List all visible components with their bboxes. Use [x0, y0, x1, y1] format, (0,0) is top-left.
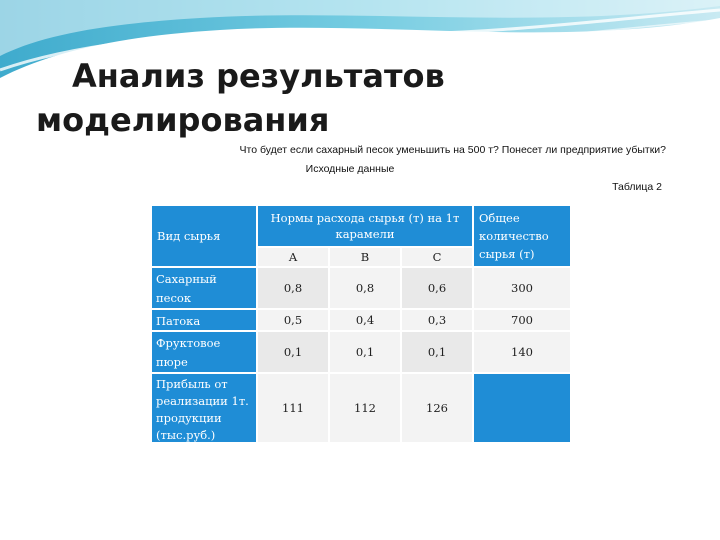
row-label-text: Сахарный песок [156, 272, 217, 305]
table-row-label [152, 374, 256, 442]
table-cell [330, 332, 400, 372]
table-row-label [152, 310, 256, 330]
table-cell [330, 374, 400, 442]
row-label-text: Прибыль от реализации 1т. продукции (тыс.руб.) [156, 377, 249, 442]
title-line-1: Анализ результатов [72, 57, 445, 95]
cell-value: 0,6 [427, 281, 447, 295]
header-resource-type-label: Вид сырья [157, 229, 221, 243]
table-cell [402, 332, 472, 372]
title-line-2: моделирования [36, 101, 330, 139]
table-cell [258, 332, 328, 372]
header-sub-a [258, 248, 328, 266]
slide-title [36, 54, 445, 142]
cell-value: 0,1 [283, 345, 303, 359]
row-label-text: Фруктовое пюре [156, 336, 221, 369]
table-cell [330, 268, 400, 308]
table-cell [258, 268, 328, 308]
header-total [474, 206, 570, 266]
cell-value: 126 [426, 401, 448, 415]
table-number-label: Таблица 2 [612, 181, 662, 193]
question-text: Что будет если сахарный песок уменьшить на 500 т? Понесет ли предприятие убытки? [239, 144, 666, 156]
header-sub-a-label: A [288, 250, 298, 264]
table-cell [402, 268, 472, 308]
header-sub-b [330, 248, 400, 266]
cell-value: 0,8 [355, 281, 375, 295]
table-cell [402, 374, 472, 442]
header-norms-label: Нормы расхода сырья (т) на 1т карамели [270, 211, 460, 241]
header-total-label: Общее количество сырья (т) [479, 211, 549, 261]
source-data-heading: Исходные данные [305, 163, 395, 175]
row-label-text: Патока [156, 314, 201, 328]
cell-value: 0,1 [427, 345, 447, 359]
cell-value: 111 [282, 401, 304, 415]
cell-value: 140 [511, 345, 533, 359]
table-row-label [152, 268, 256, 308]
cell-value: 0,3 [427, 313, 447, 327]
cell-value: 300 [511, 281, 533, 295]
cell-value: 0,4 [355, 313, 375, 327]
table-cell [330, 310, 400, 330]
table-row-label [152, 332, 256, 372]
table-cell-total [474, 332, 570, 372]
header-norms [258, 206, 472, 246]
table-cell [258, 374, 328, 442]
header-sub-c [402, 248, 472, 266]
table-cell-total-empty [474, 374, 570, 442]
header-sub-c-label: C [432, 250, 442, 264]
table-cell-total [474, 268, 570, 308]
header-resource-type [152, 206, 256, 266]
header-sub-b-label: B [360, 250, 370, 264]
table-cell-total [474, 310, 570, 330]
cell-value: 0,8 [283, 281, 303, 295]
cell-value: 0,1 [355, 345, 375, 359]
resource-table [152, 206, 570, 442]
table-cell [402, 310, 472, 330]
cell-value: 0,5 [283, 313, 303, 327]
table-cell [258, 310, 328, 330]
cell-value: 700 [511, 313, 533, 327]
cell-value: 112 [354, 401, 376, 415]
